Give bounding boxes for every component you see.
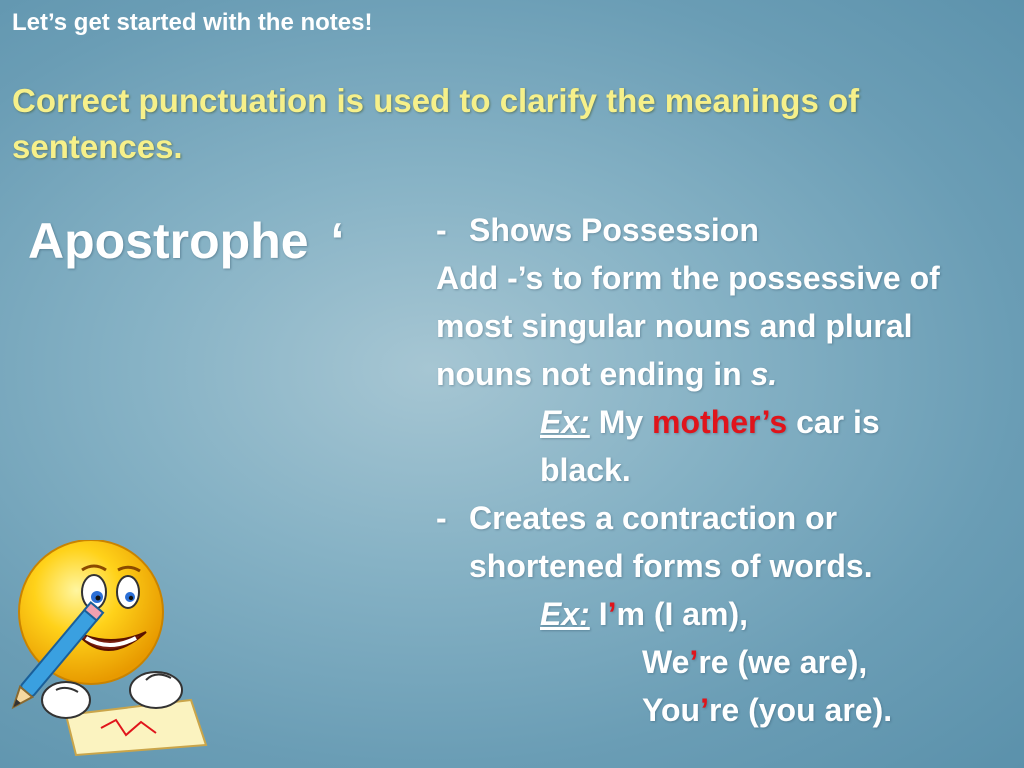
example-2-line-2: [436, 638, 1016, 686]
apostrophe-mark: ’: [689, 644, 699, 680]
intro-heading: Let’s get started with the notes!: [12, 9, 373, 36]
notes-body: [436, 206, 1016, 734]
example-text: re (we are),: [698, 644, 868, 680]
example-label: Ex:: [540, 404, 590, 440]
bullet-contraction: [436, 494, 1016, 542]
example-text: car is: [787, 404, 880, 440]
bullet-text: Creates a contraction or: [469, 500, 838, 536]
smiley-writing-icon: [6, 540, 216, 760]
example-2-line-1: [436, 590, 1016, 638]
example-text: I: [589, 596, 608, 632]
apostrophe-mark: ’: [607, 596, 617, 632]
example-text: My: [589, 404, 653, 440]
bullet-possession: [436, 206, 1016, 254]
example-text: re (you are).: [708, 692, 893, 728]
example-text: We: [642, 644, 690, 680]
bullet-text: Shows Possession: [469, 212, 759, 248]
main-heading: Correct punctuation is used to clarify the meanings of sentences.: [12, 82, 860, 165]
apostrophe-mark: ’: [700, 692, 709, 728]
bullet-dash: -: [436, 500, 447, 536]
example-2-line-3: [436, 686, 1016, 734]
term-mark: ‘: [330, 213, 345, 269]
rule-s: s.: [750, 356, 778, 392]
rule-line-3-text: nouns not ending in: [436, 356, 751, 392]
bullet-dash: -: [436, 212, 447, 248]
rule-line-1: Add -’s to form the possessive of: [436, 260, 940, 296]
term-title: [28, 212, 344, 270]
example-text: You: [642, 692, 701, 728]
example-1-line-2: black.: [540, 452, 631, 488]
rule-line-3: [436, 350, 1016, 398]
example-1-line-1: [436, 398, 1016, 446]
example-label: Ex:: [540, 596, 590, 632]
example-text: m (I am),: [616, 596, 749, 632]
term-label: Apostrophe: [28, 213, 309, 269]
example-highlight: mother’s: [652, 404, 788, 440]
rule-line-2: most singular nouns and plural: [436, 308, 913, 344]
bullet-contraction-line-2: shortened forms of words.: [469, 548, 873, 584]
